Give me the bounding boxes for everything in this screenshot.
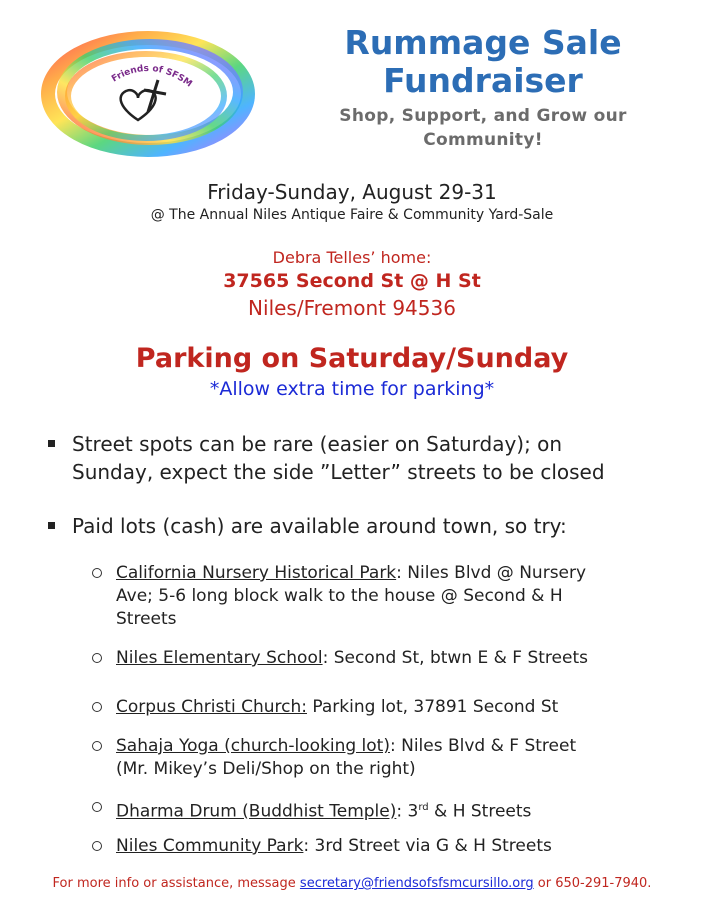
- circle-bullet-icon: [92, 568, 102, 578]
- footer: [0, 876, 704, 891]
- list-item: [48, 430, 678, 486]
- rainbow-swirl-logo: [38, 28, 258, 158]
- lot-detail: : 3: [396, 801, 419, 822]
- lot-detail-superscript: rd: [418, 802, 429, 813]
- event-dates: Friday-Sunday, August 29-31: [207, 180, 497, 204]
- tagline: [318, 104, 648, 152]
- lot-detail: Ave; 5-6 long block walk to the house @ Second & H: [116, 586, 563, 606]
- city-address: Niles/Fremont 94536: [248, 296, 456, 320]
- host-label: Debra Telles’ home:: [272, 248, 432, 267]
- circle-bullet-icon: [92, 741, 102, 751]
- lot-detail: : Second St, btwn E & F Streets: [322, 648, 588, 668]
- lot-detail: : Niles Blvd & F Street: [389, 736, 577, 756]
- circle-bullet-icon: [92, 802, 102, 812]
- email-link[interactable]: secretary@friendsofsfsmcursillo.org: [299, 876, 534, 891]
- lot-detail: & H Streets: [428, 801, 532, 822]
- footer-prefix: For more info or assistance, message: [52, 876, 300, 891]
- circle-bullet-icon: [92, 702, 102, 712]
- event-venue: @ The Annual Niles Antique Faire & Community Yard-Sale: [150, 207, 554, 223]
- cursillo-logo: [38, 28, 258, 158]
- lot-name: Sahaja Yoga (church-looking lot): [116, 736, 390, 756]
- logo-text: Friends of SFSM: [110, 63, 194, 90]
- list-item: [92, 796, 652, 824]
- list-item: [92, 735, 652, 781]
- bullet-line-1: Street spots can be rare (easier on Saturday); on: [72, 432, 563, 456]
- tagline-line-1: Shop, Support, and Grow our: [339, 106, 627, 126]
- lot-name: Niles Community Park: [116, 836, 304, 856]
- list-item: [92, 647, 652, 670]
- square-bullet-icon: [48, 440, 55, 447]
- page-title: [318, 24, 648, 100]
- parking-note: *Allow extra time for parking*: [209, 378, 495, 400]
- lot-name: Corpus Christi Church:: [116, 697, 307, 717]
- circle-bullet-icon: [92, 841, 102, 851]
- lot-detail: : 3rd Street via G & H Streets: [303, 836, 552, 856]
- lot-name: California Nursery Historical Park: [116, 563, 397, 583]
- list-item: [48, 512, 678, 540]
- lot-name: Dharma Drum (Buddhist Temple): [116, 801, 397, 822]
- lot-detail: Streets: [116, 609, 177, 629]
- parking-heading: Parking on Saturday/Sunday: [135, 343, 569, 374]
- lot-detail: : Niles Blvd @ Nursery: [396, 563, 587, 583]
- lot-name: Niles Elementary School: [116, 648, 323, 668]
- square-bullet-icon: [48, 522, 55, 529]
- list-item: [92, 696, 652, 719]
- list-item: [92, 835, 652, 858]
- tagline-line-2: Community!: [423, 130, 543, 150]
- bullet-line-2: Sunday, expect the side ”Letter” streets to be closed: [72, 460, 605, 484]
- lot-detail: (Mr. Mikey’s Deli/Shop on the right): [116, 759, 416, 779]
- bullet-line-1: Paid lots (cash) are available around town, so try:: [72, 514, 567, 538]
- footer-suffix: or 650-291-7940.: [533, 876, 652, 891]
- lot-detail: Parking lot, 37891 Second St: [306, 697, 559, 717]
- title-line-1: Rummage Sale: [344, 23, 622, 62]
- street-address: 37565 Second St @ H St: [223, 270, 481, 292]
- title-line-2: Fundraiser: [383, 61, 583, 100]
- circle-bullet-icon: [92, 653, 102, 663]
- list-item: [92, 562, 652, 631]
